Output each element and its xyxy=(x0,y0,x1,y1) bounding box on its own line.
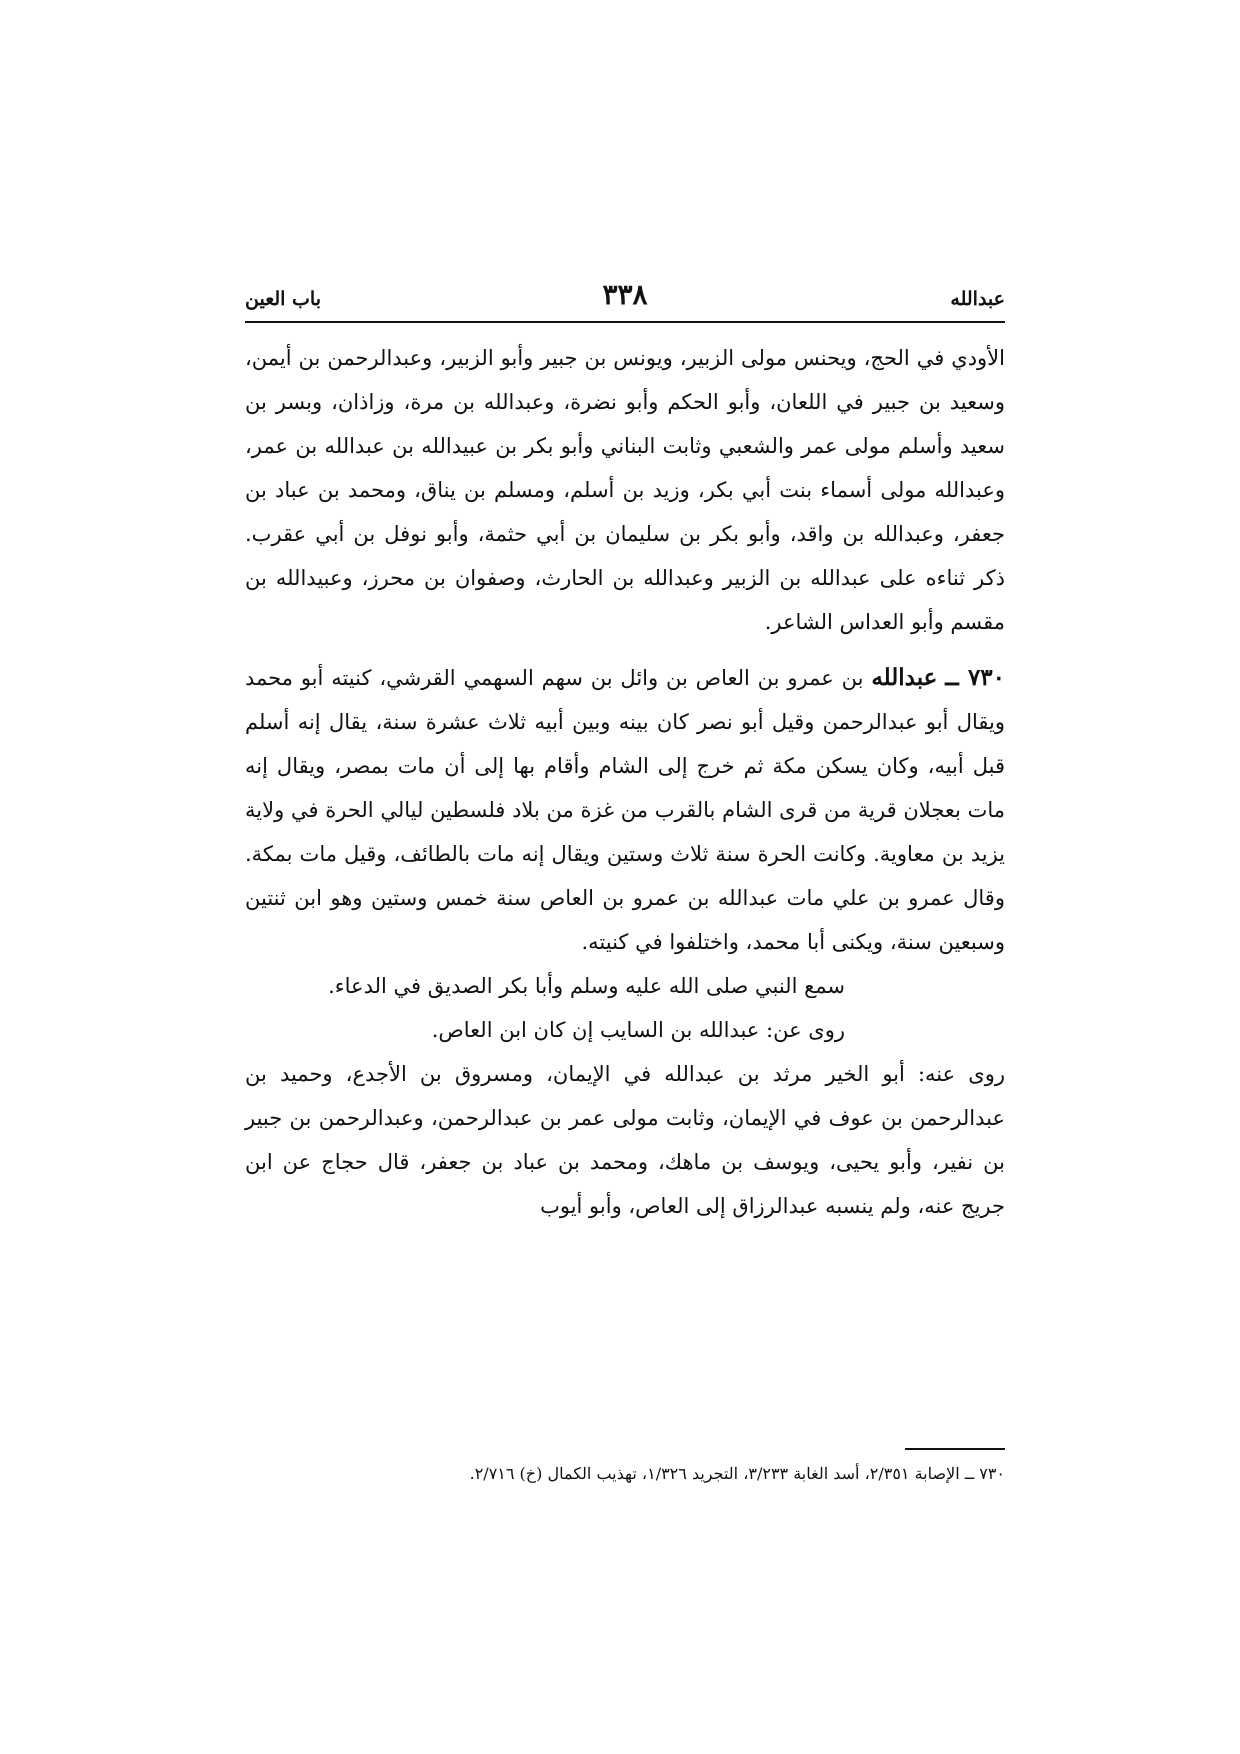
entry-paragraph xyxy=(245,656,1005,964)
paragraph-heard-from: سمع النبي صلى الله عليه وسلم وأبا بكر الصديق في الدعاء. xyxy=(328,974,845,998)
running-head-entry: عبدالله xyxy=(950,288,1005,310)
running-head xyxy=(245,278,1005,318)
paragraph-narrated-by: روى عنه: أبو الخير مرثد بن عبدالله في الإيمان، ومسروق بن الأجدع، وحميد بن عبدالرحمن بن عوف في الإيمان، وثابت مولى عمر بن عبدالرحمن، وعبدالرحمن بن جبير بن نفير، وأبو يحيى، ويوسف بن ماهك، ومحمد بن عباد بن جعفر، قال حجاج عن ابن جريج عنه، ولم ينسبه عبدالرزاق إلى العاص، وأبو أيوب xyxy=(245,1062,1005,1218)
main-text xyxy=(245,336,1005,1228)
footnote: ٧٣٠ ــ الإصابة ٢/٣٥١، أسد الغابة ٣/٢٣٣، التجريد ١/٣٢٦، تهذيب الكمال (خ) ٢/٧١٦. xyxy=(469,1464,1005,1483)
footnote-rule xyxy=(905,1448,1005,1450)
running-head-chapter: باب العين xyxy=(245,288,322,310)
page-number: ٣٣٨ xyxy=(602,278,648,311)
entry-text: بن عمرو بن العاص بن وائل بن سهم السهمي القرشي، كنيته أبو محمد ويقال أبو عبدالرحمن وقيل أبو نصر كان بينه وبين أبيه ثلاث عشرة سنة، يقال إنه أسلم قبل أبيه، وكان يسكن مكة ثم خرج إلى الشام وأقام بها إلى أن مات بمصر، ويقال إنه مات بعجلان قرية من قرى الشام بالقرب من غزة من بلاد فلسطين ليالي الحرة في ولاية يزيد بن معاوية. وكانت الحرة سنة ثلاث وستين ويقال إنه مات بالطائف، وقيل مات بمكة. وقال عمرو بن علي مات عبدالله بن عمرو بن العاص سنة خمس وستين وهو ابن ثنتين وسبعين سنة، ويكنى أبا محمد، واختلفوا في كنيته. xyxy=(245,666,1005,954)
paragraph-narrated-from: روى عن: عبدالله بن السايب إن كان ابن العاص. xyxy=(431,1018,845,1042)
header-rule xyxy=(245,321,1005,323)
entry-name: عبدالله xyxy=(871,664,938,691)
paragraph-continuation: الأودي في الحج، ويحنس مولى الزبير، ويونس بن جبير وأبو الزبير، وعبدالرحمن بن أيمن، وسعيد بن جبير في اللعان، وأبو الحكم وأبو نضرة، وعبدالله بن مرة، وزاذان، وبسر بن سعيد وأسلم مولى عمر والشعبي وثابت البناني وأبو بكر بن عبيدالله بن عبدالله بن عمر، وعبدالله مولى أسماء بنت أبي بكر، وزيد بن أسلم، ومسلم بن يناق، ومحمد بن عباد بن جعفر، وعبدالله بن واقد، وأبو بكر بن سليمان بن أبي حثمة، وأبو نوفل بن أبي عقرب. ذكر ثناءه على عبدالله بن الزبير وعبدالله بن الحارث، وصفوان بن محرز، وعبيدالله بن مقسم وأبو العداس الشاعر. xyxy=(245,346,1005,634)
entry-number: ٧٣٠ ــ xyxy=(945,664,1005,691)
